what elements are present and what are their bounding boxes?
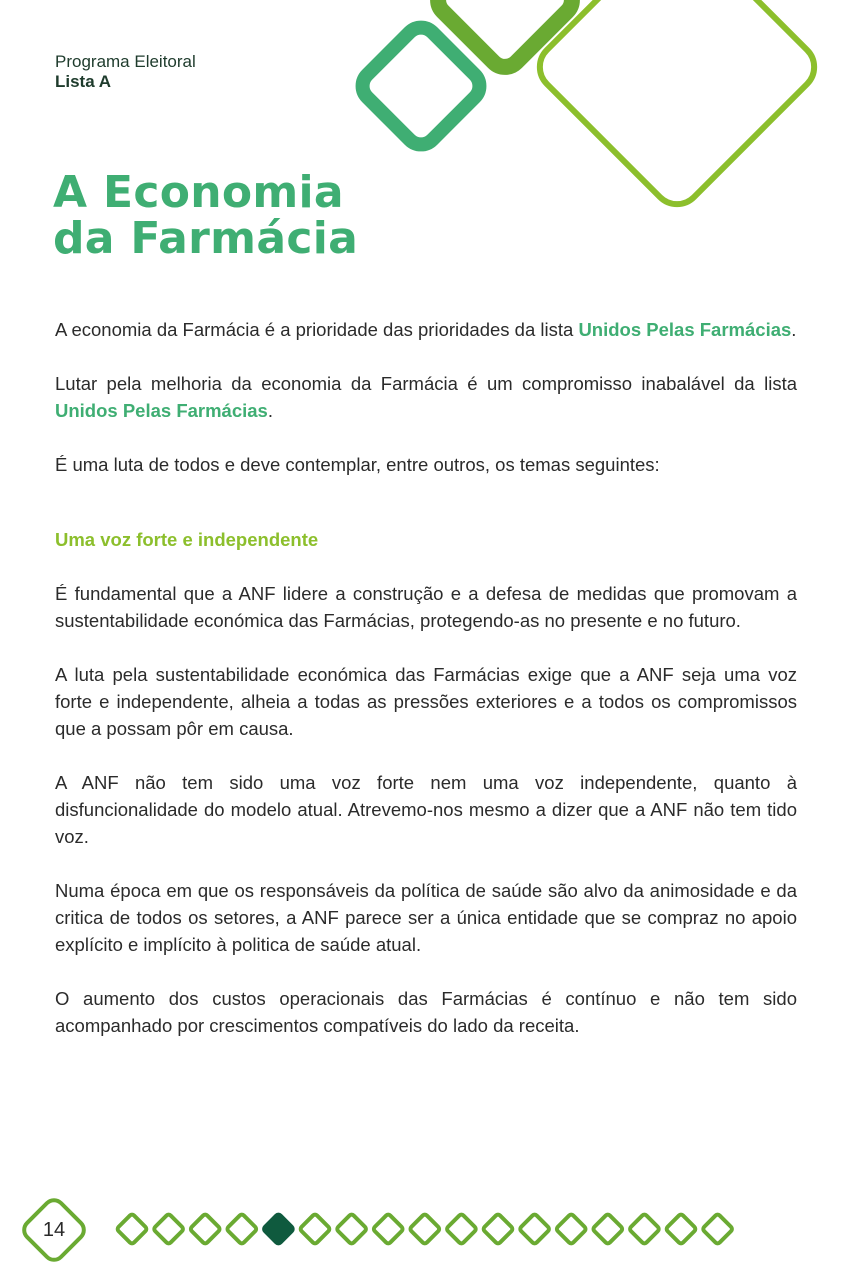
intro-1-highlight: Unidos Pelas Farmácias bbox=[578, 319, 792, 340]
progress-diamond bbox=[629, 1213, 660, 1244]
page-number: 14 bbox=[42, 1218, 66, 1241]
list-label: Lista A bbox=[55, 72, 112, 91]
title-line-2: da Farmácia bbox=[53, 213, 359, 264]
progress-diamond bbox=[336, 1213, 367, 1244]
title-line-1: A Economia bbox=[53, 167, 344, 218]
intro-2-end: . bbox=[267, 400, 273, 421]
body-text bbox=[55, 316, 797, 1066]
progress-diamond bbox=[482, 1213, 513, 1244]
progress-diamond-current bbox=[263, 1213, 294, 1244]
progress-diamond bbox=[556, 1213, 587, 1244]
progress-diamond bbox=[446, 1213, 477, 1244]
intro-1-text: A economia da Farmácia é a prioridade das prioridades da lista bbox=[55, 319, 579, 340]
progress-diamond bbox=[373, 1213, 404, 1244]
section-paragraph: É fundamental que a ANF lidere a construção e a defesa de medidas que promovam a sustentabilidade económica das Farmácias, protegendo-as no presente e no futuro. bbox=[55, 583, 797, 631]
progress-diamond bbox=[299, 1213, 330, 1244]
section-paragraph: O aumento dos custos operacionais das Farmácias é contínuo e não tem sido acompanhado por crescimentos compatíveis do lado da receita. bbox=[55, 988, 797, 1036]
section-paragraph: A ANF não tem sido uma voz forte nem uma voz independente, quanto à disfuncionalidade do modelo atual. Atrevemo-nos mesmo a dizer que a ANF não tem tido voz. bbox=[55, 772, 797, 847]
section-heading: Uma voz forte e independente bbox=[55, 529, 319, 550]
progress-diamond bbox=[226, 1213, 257, 1244]
intro-paragraph-2 bbox=[55, 370, 797, 424]
intro-paragraph-3: É uma luta de todos e deve contemplar, entre outros, os temas seguintes: bbox=[55, 454, 660, 475]
program-label: Programa Eleitoral bbox=[55, 52, 196, 71]
progress-diamond bbox=[190, 1213, 221, 1244]
intro-2-text: Lutar pela melhoria da economia da Farmácia é um compromisso inabalável da lista bbox=[55, 373, 797, 394]
progress-diamond bbox=[409, 1213, 440, 1244]
intro-1-end: . bbox=[791, 319, 797, 340]
document-header bbox=[55, 52, 196, 92]
intro-2-highlight: Unidos Pelas Farmácias bbox=[55, 400, 268, 421]
progress-diamond bbox=[665, 1213, 696, 1244]
section-paragraph: A luta pela sustentabilidade económica das Farmácias exige que a ANF seja uma voz forte e independente, alheia a todas as pressões exteriores e a todos os compromissos que a possam pôr em causa. bbox=[55, 664, 797, 739]
progress-diamond bbox=[116, 1213, 147, 1244]
intro-paragraph-1 bbox=[55, 316, 797, 343]
progress-diamond bbox=[153, 1213, 184, 1244]
page-progress-indicator bbox=[116, 1213, 733, 1244]
progress-diamond bbox=[702, 1213, 733, 1244]
progress-diamond bbox=[592, 1213, 623, 1244]
page-title bbox=[53, 167, 359, 264]
progress-diamond bbox=[519, 1213, 550, 1244]
section-paragraph: Numa época em que os responsáveis da política de saúde são alvo da animosidade e da critica de todos os setores, a ANF parece ser a única entidade que se compraz no apoio explícito e implícito à politica de saúde atual. bbox=[55, 880, 797, 955]
diamond-outline-large bbox=[530, 0, 824, 214]
